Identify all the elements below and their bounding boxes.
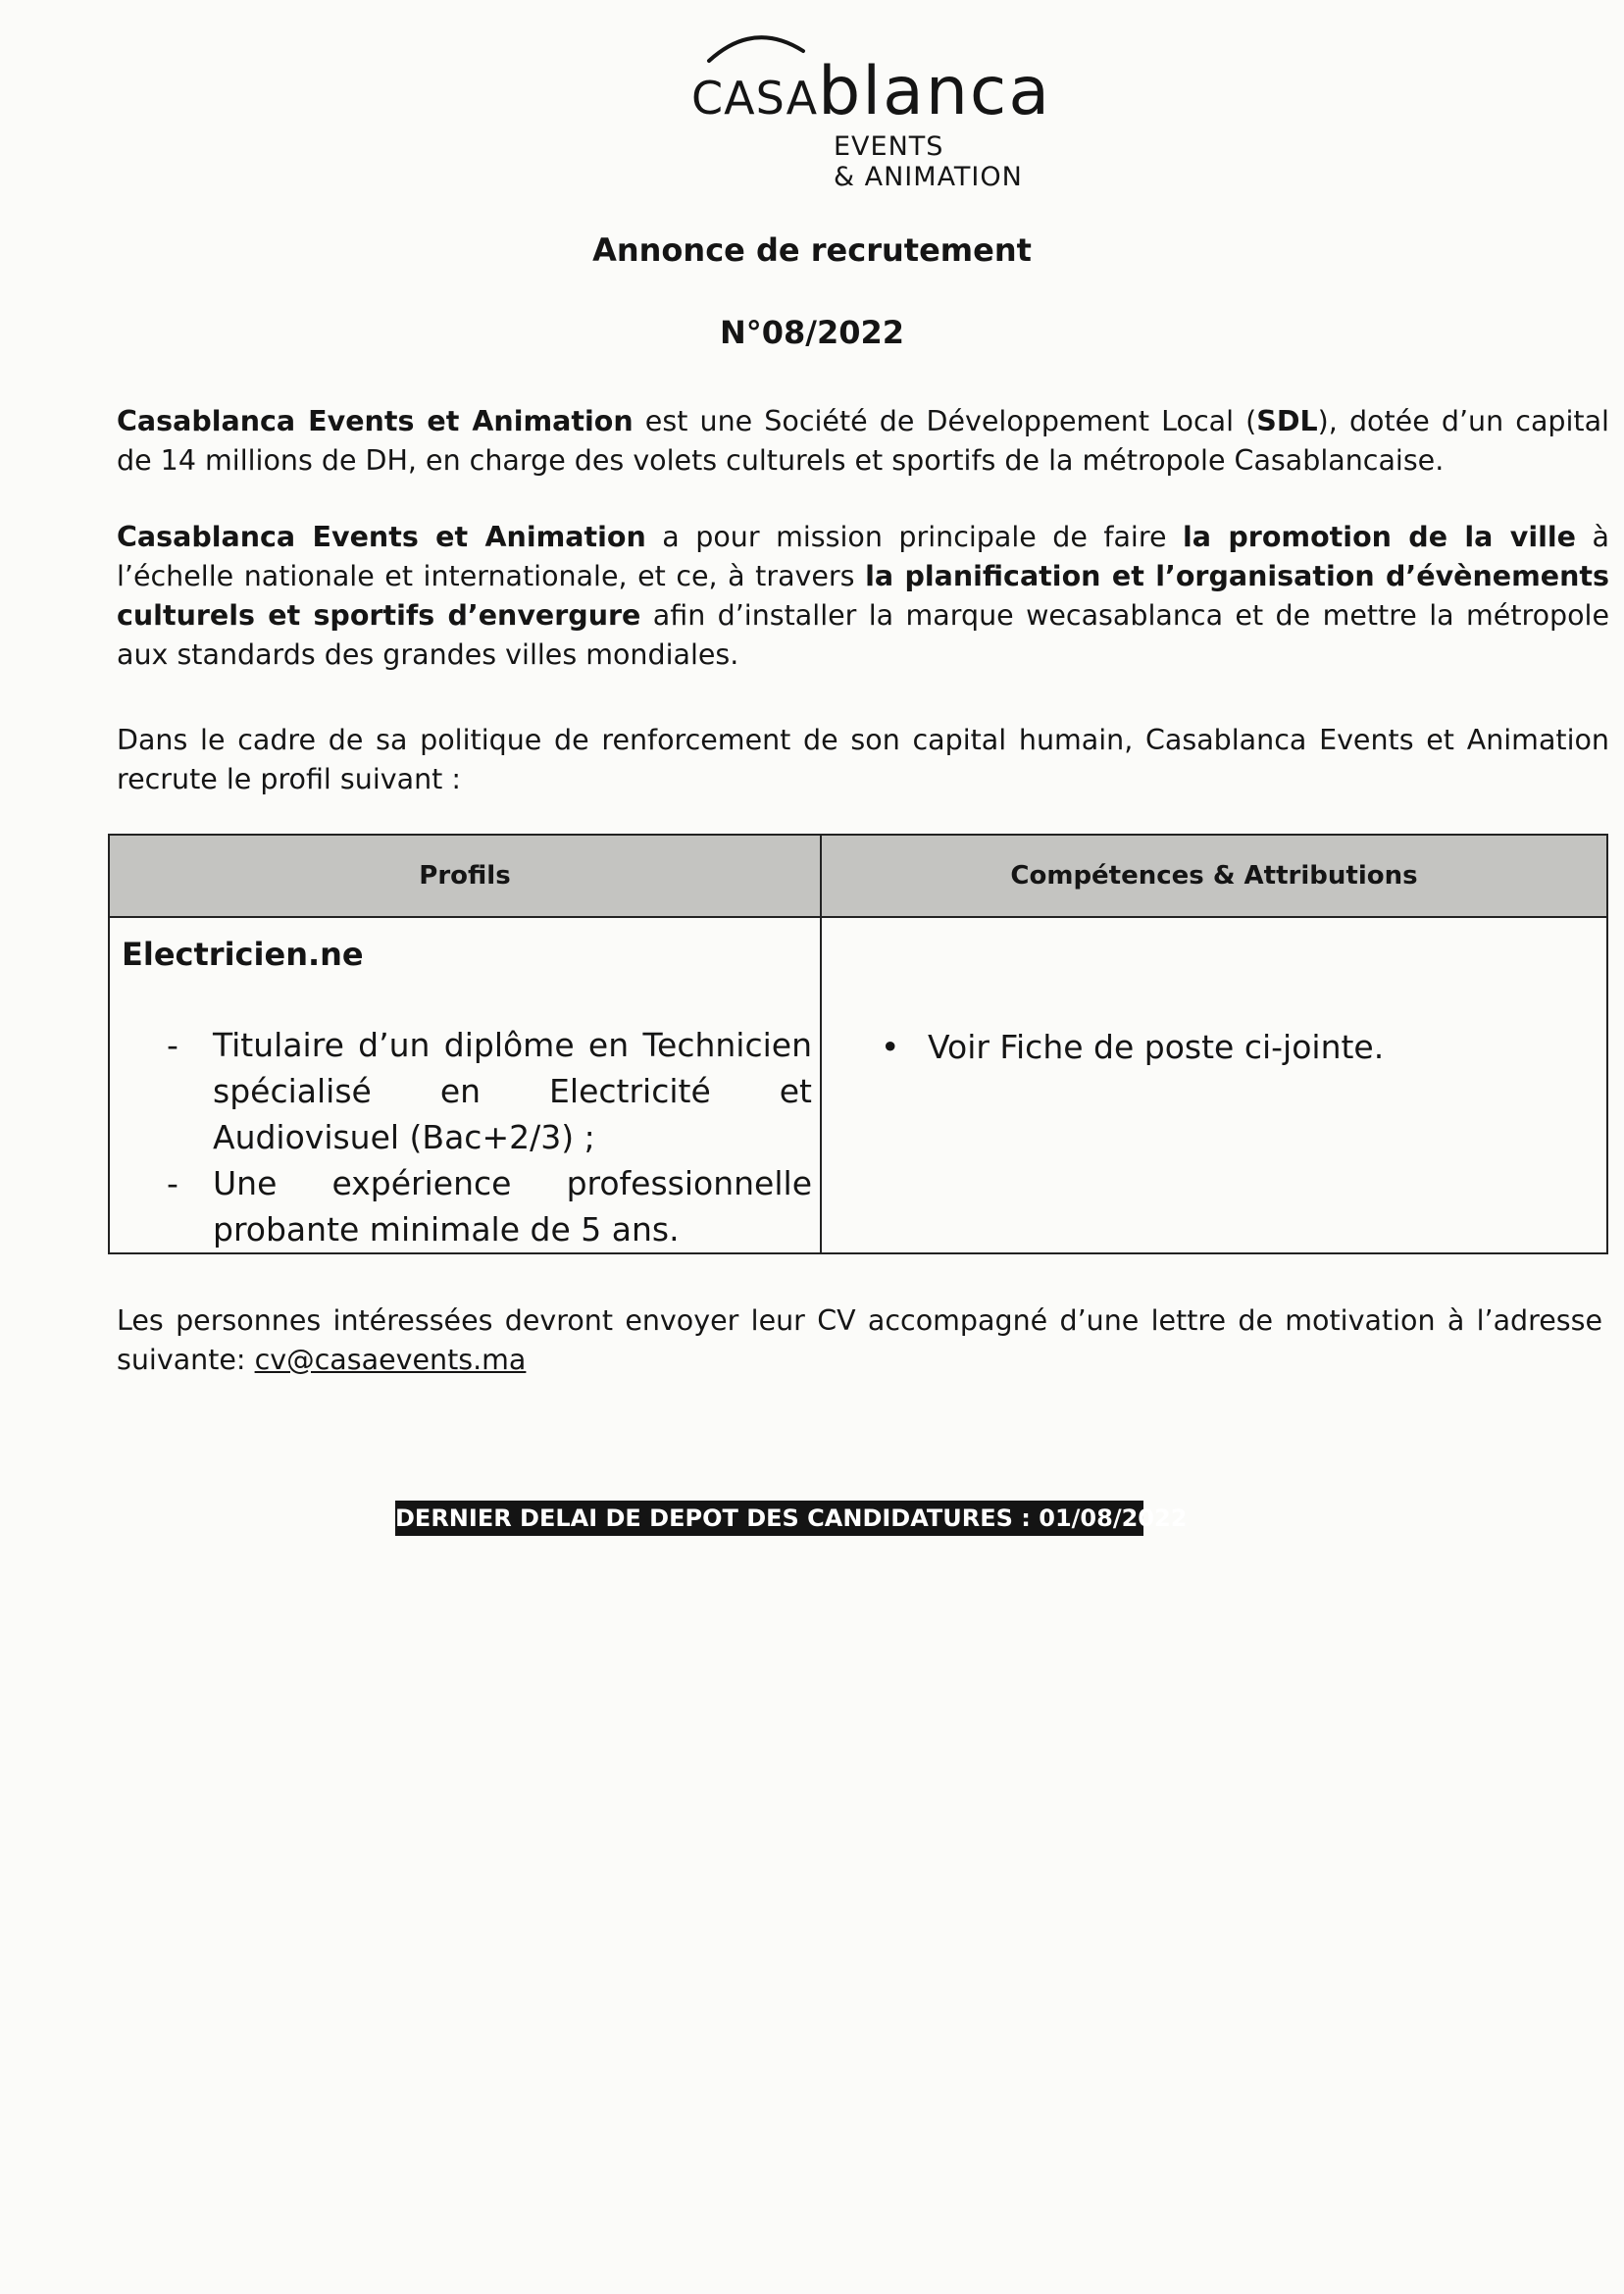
email-link[interactable]: cv@casaevents.ma xyxy=(254,1344,527,1376)
competence-item: • Voir Fiche de poste ci-jointe. xyxy=(928,1024,1606,1070)
mission-text-1: a pour mission principale de faire xyxy=(645,521,1183,553)
competences-cell xyxy=(821,917,1607,1253)
profile-title: Electricien.ne xyxy=(122,936,364,973)
requirement-item: - Titulaire d’un diplôme en Technicien spécialisé en Electricité et Audiovisuel (Bac+2/3) ; xyxy=(213,1022,812,1160)
sdl-abbrev: SDL xyxy=(1256,405,1318,437)
header-competences: Compétences & Attributions xyxy=(821,835,1607,917)
mission-text-3: afin d’installer la marque wecasablanca et de mettre la métropole aux standards des grandes villes mondiales. xyxy=(117,599,1609,671)
table-row xyxy=(109,917,1607,1253)
competences-list xyxy=(822,1024,1606,1070)
intro-text-2: ), dotée d’un capital de 14 millions de DH, en charge des volets culturels et sportifs de la métropole Casablancaise. xyxy=(117,405,1609,477)
intro-paragraph xyxy=(117,402,1609,481)
deadline-banner: DERNIER DELAI DE DEPOT DES CANDIDATURES : 01/08/2022 xyxy=(395,1501,1143,1536)
application-text: Les personnes intéressées devront envoyer leur CV accompagné d’une lettre de motivation à l’adresse suivante: xyxy=(117,1304,1602,1376)
profile-table xyxy=(108,834,1608,1254)
logo-subtitle-line1: EVENTS xyxy=(834,131,944,162)
logo-subtitle xyxy=(834,131,1023,192)
table-header-row xyxy=(109,835,1607,917)
profile-cell xyxy=(109,917,821,1253)
logo-blanca-text: blanca xyxy=(818,53,1051,130)
logo-wordmark xyxy=(691,53,1051,130)
announcement-number: N°08/2022 xyxy=(719,314,905,351)
requirement-item: - Une expérience professionnelle probante minimale de 5 ans. xyxy=(213,1160,812,1252)
company-logo xyxy=(691,27,1051,194)
logo-casa-text: CASA xyxy=(691,72,819,125)
application-paragraph xyxy=(117,1301,1602,1380)
mission-highlight-1: la promotion de la ville xyxy=(1182,521,1576,553)
company-name: Casablanca Events et Animation xyxy=(117,405,634,437)
requirements-list xyxy=(110,1022,812,1252)
header-profils: Profils xyxy=(109,835,821,917)
announcement-title: Annonce de recrutement xyxy=(592,231,1032,269)
mission-text-2: à l’échelle nationale et internationale, et ce, à travers xyxy=(117,521,1609,592)
mission-paragraph xyxy=(117,518,1609,675)
intro-text-1: est une Société de Développement Local ( xyxy=(633,405,1257,437)
logo-subtitle-line2: & ANIMATION xyxy=(834,162,1023,192)
company-name: Casablanca Events et Animation xyxy=(117,521,646,553)
logo-arc-icon xyxy=(705,27,807,63)
recruitment-paragraph: Dans le cadre de sa politique de renforcement de son capital humain, Casablanca Events et Animation recrute le profil suivant : xyxy=(117,724,1609,795)
mission-highlight-2: la planification et l’organisation d’évènements culturels et sportifs d’envergure xyxy=(117,560,1610,632)
